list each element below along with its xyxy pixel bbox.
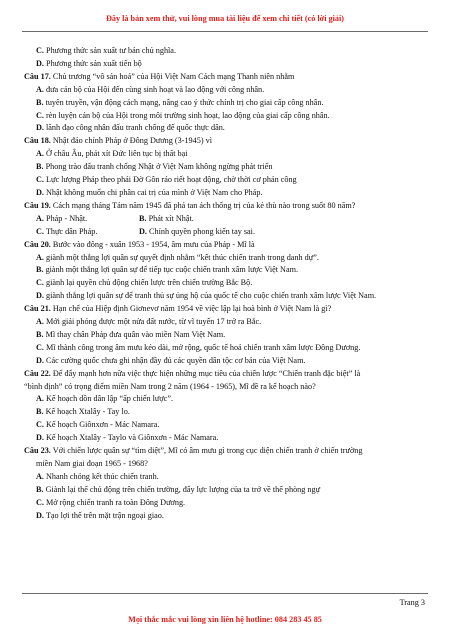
option-b bbox=[24, 97, 430, 110]
option-c bbox=[24, 110, 430, 123]
option-a bbox=[24, 148, 430, 161]
option-text: Mĩ thành công trong âm mưu kéo dài, mở rộng, quốc tế hoá chiến tranh xâm lược Đông Dương. bbox=[43, 342, 361, 352]
option-d bbox=[24, 355, 430, 368]
option-key: A. bbox=[36, 149, 44, 159]
option-key: A. bbox=[36, 252, 44, 262]
option-b bbox=[24, 329, 430, 342]
option-text: Kế hoạch Giônxơn - Mác Namara. bbox=[43, 420, 160, 430]
option-key: B. bbox=[139, 213, 147, 223]
question-17 bbox=[24, 71, 430, 84]
option-text: Phương thức sản xuất tiến bộ bbox=[43, 58, 142, 68]
option-text: Tạo lợi thế trên mặt trận ngoại giao. bbox=[43, 510, 164, 520]
option-text: Nhật không muốn chi phân cai trị của mình ở Việt Nam cho Pháp. bbox=[43, 187, 263, 197]
option-key: D. bbox=[139, 226, 147, 236]
option-b bbox=[24, 264, 430, 277]
option-d bbox=[24, 290, 430, 303]
question-number: Câu 17. bbox=[24, 71, 51, 81]
question-21 bbox=[24, 303, 430, 316]
option-text: tuyên truyền, vận động cách mạng, nâng cao ý thức chính trị cho giai cấp công nhân. bbox=[43, 97, 324, 107]
question-18 bbox=[24, 135, 430, 148]
question-text-continued: miền Nam giai đoạn 1965 - 1968? bbox=[36, 459, 148, 468]
option-key: A. bbox=[36, 471, 44, 481]
option-c bbox=[24, 497, 430, 510]
option-d bbox=[24, 122, 430, 135]
question-text: Với chiến lược quân sự “tìm diệt”, Mĩ có âm mưu gì trong cục diện chiến tranh ở chiến trường bbox=[50, 446, 363, 456]
option-key: B. bbox=[36, 162, 44, 172]
option-key: B. bbox=[36, 329, 44, 339]
option-a bbox=[24, 252, 430, 265]
option-key: C. bbox=[36, 46, 44, 55]
option-key: D. bbox=[36, 355, 44, 365]
option-key: C. bbox=[36, 226, 44, 236]
option-text: Ở châu Âu, phát xít Đức liên tục bị thất bại bbox=[43, 149, 188, 159]
question-text-continued: “bình định” có trọng điểm miền Nam trong 2 năm (1964 - 1965), Mĩ đề ra kế hoạch nào? bbox=[24, 381, 316, 391]
question-text: Hạn chế của Hiệp định Giơnevơ năm 1954 về việc lập lại hoà bình ở Việt Nam là gì? bbox=[50, 304, 332, 314]
page-number: Trang 3 bbox=[399, 598, 425, 607]
question-number: Câu 23. bbox=[24, 446, 51, 456]
question-22 bbox=[24, 368, 430, 381]
option-key: D. bbox=[36, 58, 44, 68]
option-b bbox=[24, 161, 430, 174]
option-c bbox=[24, 342, 430, 355]
option-d bbox=[24, 432, 430, 445]
question-number: Câu 19. bbox=[24, 200, 51, 210]
option-key: A. bbox=[36, 317, 44, 327]
question-20 bbox=[24, 239, 430, 252]
hotline-banner: Mọi thắc mắc vui lòng xin liên hệ hotline: 084 283 45 85 bbox=[128, 615, 322, 624]
option-key: D. bbox=[36, 433, 44, 443]
option-text: Mới giải phóng được một nửa đất nước, từ vĩ tuyến 17 trở ra Bắc. bbox=[43, 317, 262, 327]
option-text: Kế hoạch Xtalây - Tay lo. bbox=[43, 407, 130, 417]
option-key: C. bbox=[36, 497, 44, 507]
option-a bbox=[24, 84, 430, 97]
option-key: B. bbox=[36, 484, 44, 494]
question-23 bbox=[24, 445, 430, 458]
option-b bbox=[24, 406, 430, 419]
question-number: Câu 18. bbox=[24, 136, 51, 146]
option-text: Giành lại thế chủ động trên chiến trường, đẩy lực lượng của ta trở về thế phòng ngự bbox=[43, 484, 321, 494]
option-text: Thực dân Pháp. bbox=[43, 226, 98, 236]
question-19 bbox=[24, 200, 430, 213]
option-text: giành lại quyền chủ động chiến lược trên chiến trường Bắc Bộ. bbox=[43, 278, 253, 288]
option-key: D. bbox=[36, 123, 44, 133]
question-number: Câu 20. bbox=[24, 239, 51, 249]
option-key: B. bbox=[36, 407, 44, 417]
option-text: giành một thắng lợi quân sự quyết định nhằm “kết thúc chiến tranh trong danh dự”. bbox=[43, 252, 319, 262]
option-c bbox=[36, 226, 139, 239]
option-key: C. bbox=[36, 420, 44, 430]
footer-divider bbox=[22, 593, 428, 594]
preview-banner: Đây là bản xem thử, vui lòng mua tài liệu để xem chi tiết (có lời giải) bbox=[105, 14, 344, 23]
option-c bbox=[24, 45, 430, 58]
header-divider bbox=[22, 31, 428, 32]
option-a bbox=[24, 393, 430, 406]
option-key: B. bbox=[36, 265, 44, 275]
question-text: Bước vào đông - xuân 1953 - 1954, âm mưu của Pháp - Mĩ là bbox=[50, 239, 255, 249]
question-text: Nhật đảo chính Pháp ở Đông Dương (3-1945) vì bbox=[50, 136, 212, 146]
option-key: C. bbox=[36, 110, 44, 120]
option-b bbox=[139, 213, 242, 226]
option-text: giành một thắng lợi quân sự để tiếp tục cuộc chiến tranh xâm lược Việt Nam. bbox=[43, 265, 299, 275]
question-text: Chủ trương “vô sản hoá” của Hội Việt Nam Cách mạng Thanh niên nhằm bbox=[50, 71, 295, 81]
option-row bbox=[24, 213, 430, 226]
option-text: Nhanh chóng kết thúc chiến tranh. bbox=[43, 471, 159, 481]
option-text: Phong trào đấu tranh chống Nhật ở Việt Nam không ngừng phát triển bbox=[43, 162, 273, 172]
option-text: đưa cán bộ của Hội đến cùng sinh hoạt và lao động với công nhân. bbox=[43, 84, 265, 94]
option-text: Chính quyền phong kiến tay sai. bbox=[146, 226, 255, 236]
question-text: Để đẩy mạnh hơn nữa việc thực hiện những mục tiêu của chiến lược “Chiến tranh đặc biệt” là bbox=[50, 368, 361, 378]
option-row bbox=[24, 226, 430, 239]
option-key: C. bbox=[36, 278, 44, 288]
option-text: Kế hoạch Xtalây - Taylo và Giônxơn - Mác Namara. bbox=[43, 433, 219, 443]
option-d bbox=[24, 510, 430, 523]
option-key: D. bbox=[36, 187, 44, 197]
option-text: rèn luyện cán bộ của Hội trong môi trường sinh hoạt, lao động của giai cấp công nhân. bbox=[43, 110, 330, 120]
option-text: Các cường quốc chưa ghi nhận đầy đủ các quyền dân tộc cơ bản của Việt Nam. bbox=[43, 355, 306, 365]
option-c bbox=[24, 174, 430, 187]
question-number: Câu 22. bbox=[24, 368, 51, 378]
question-number: Câu 21. bbox=[24, 304, 51, 314]
option-key: D. bbox=[36, 510, 44, 520]
option-d bbox=[24, 187, 430, 200]
option-d bbox=[139, 226, 255, 239]
option-text: Pháp - Nhật. bbox=[43, 213, 88, 223]
option-key: A. bbox=[36, 394, 44, 404]
option-text: Phương thức sản xuất tư bản chủ nghĩa. bbox=[43, 46, 176, 55]
option-text: giành thắng lợi quân sự để tranh thủ sự ủng hộ của quốc tế cho cuộc chiến tranh xâm lược Việt Nam. bbox=[43, 291, 377, 301]
question-text: Cách mạng tháng Tám năm 1945 đã phá tan ách thống trị của kẻ thù nào trong suốt 80 năm? bbox=[50, 200, 356, 210]
option-text: Phát xít Nhật. bbox=[146, 213, 194, 223]
option-text: Mĩ thay chân Pháp đưa quân vào miền Nam Việt Nam. bbox=[43, 329, 226, 339]
option-text: Lực lượng Pháp theo phái Đờ Gôn ráo riết hoạt động, chờ thời cơ phản công bbox=[43, 175, 297, 185]
option-text: Mở rộng chiến tranh ra toàn Đông Dương. bbox=[43, 497, 186, 507]
option-key: D. bbox=[36, 291, 44, 301]
option-b bbox=[24, 484, 430, 497]
option-key: C. bbox=[36, 342, 44, 352]
option-key: A. bbox=[36, 84, 44, 94]
document-body bbox=[24, 45, 430, 523]
option-text: lãnh đạo công nhân đấu tranh chống đế quốc thực dân. bbox=[43, 123, 225, 133]
option-d bbox=[24, 58, 430, 71]
option-a bbox=[24, 316, 430, 329]
option-key: B. bbox=[36, 97, 44, 107]
option-key: C. bbox=[36, 175, 44, 185]
option-c bbox=[24, 277, 430, 290]
option-text: Kế hoạch dồn dân lập “ấp chiến lược”. bbox=[43, 394, 173, 404]
option-a bbox=[36, 213, 139, 226]
option-key: A. bbox=[36, 213, 44, 223]
option-c bbox=[24, 419, 430, 432]
option-a bbox=[24, 471, 430, 484]
